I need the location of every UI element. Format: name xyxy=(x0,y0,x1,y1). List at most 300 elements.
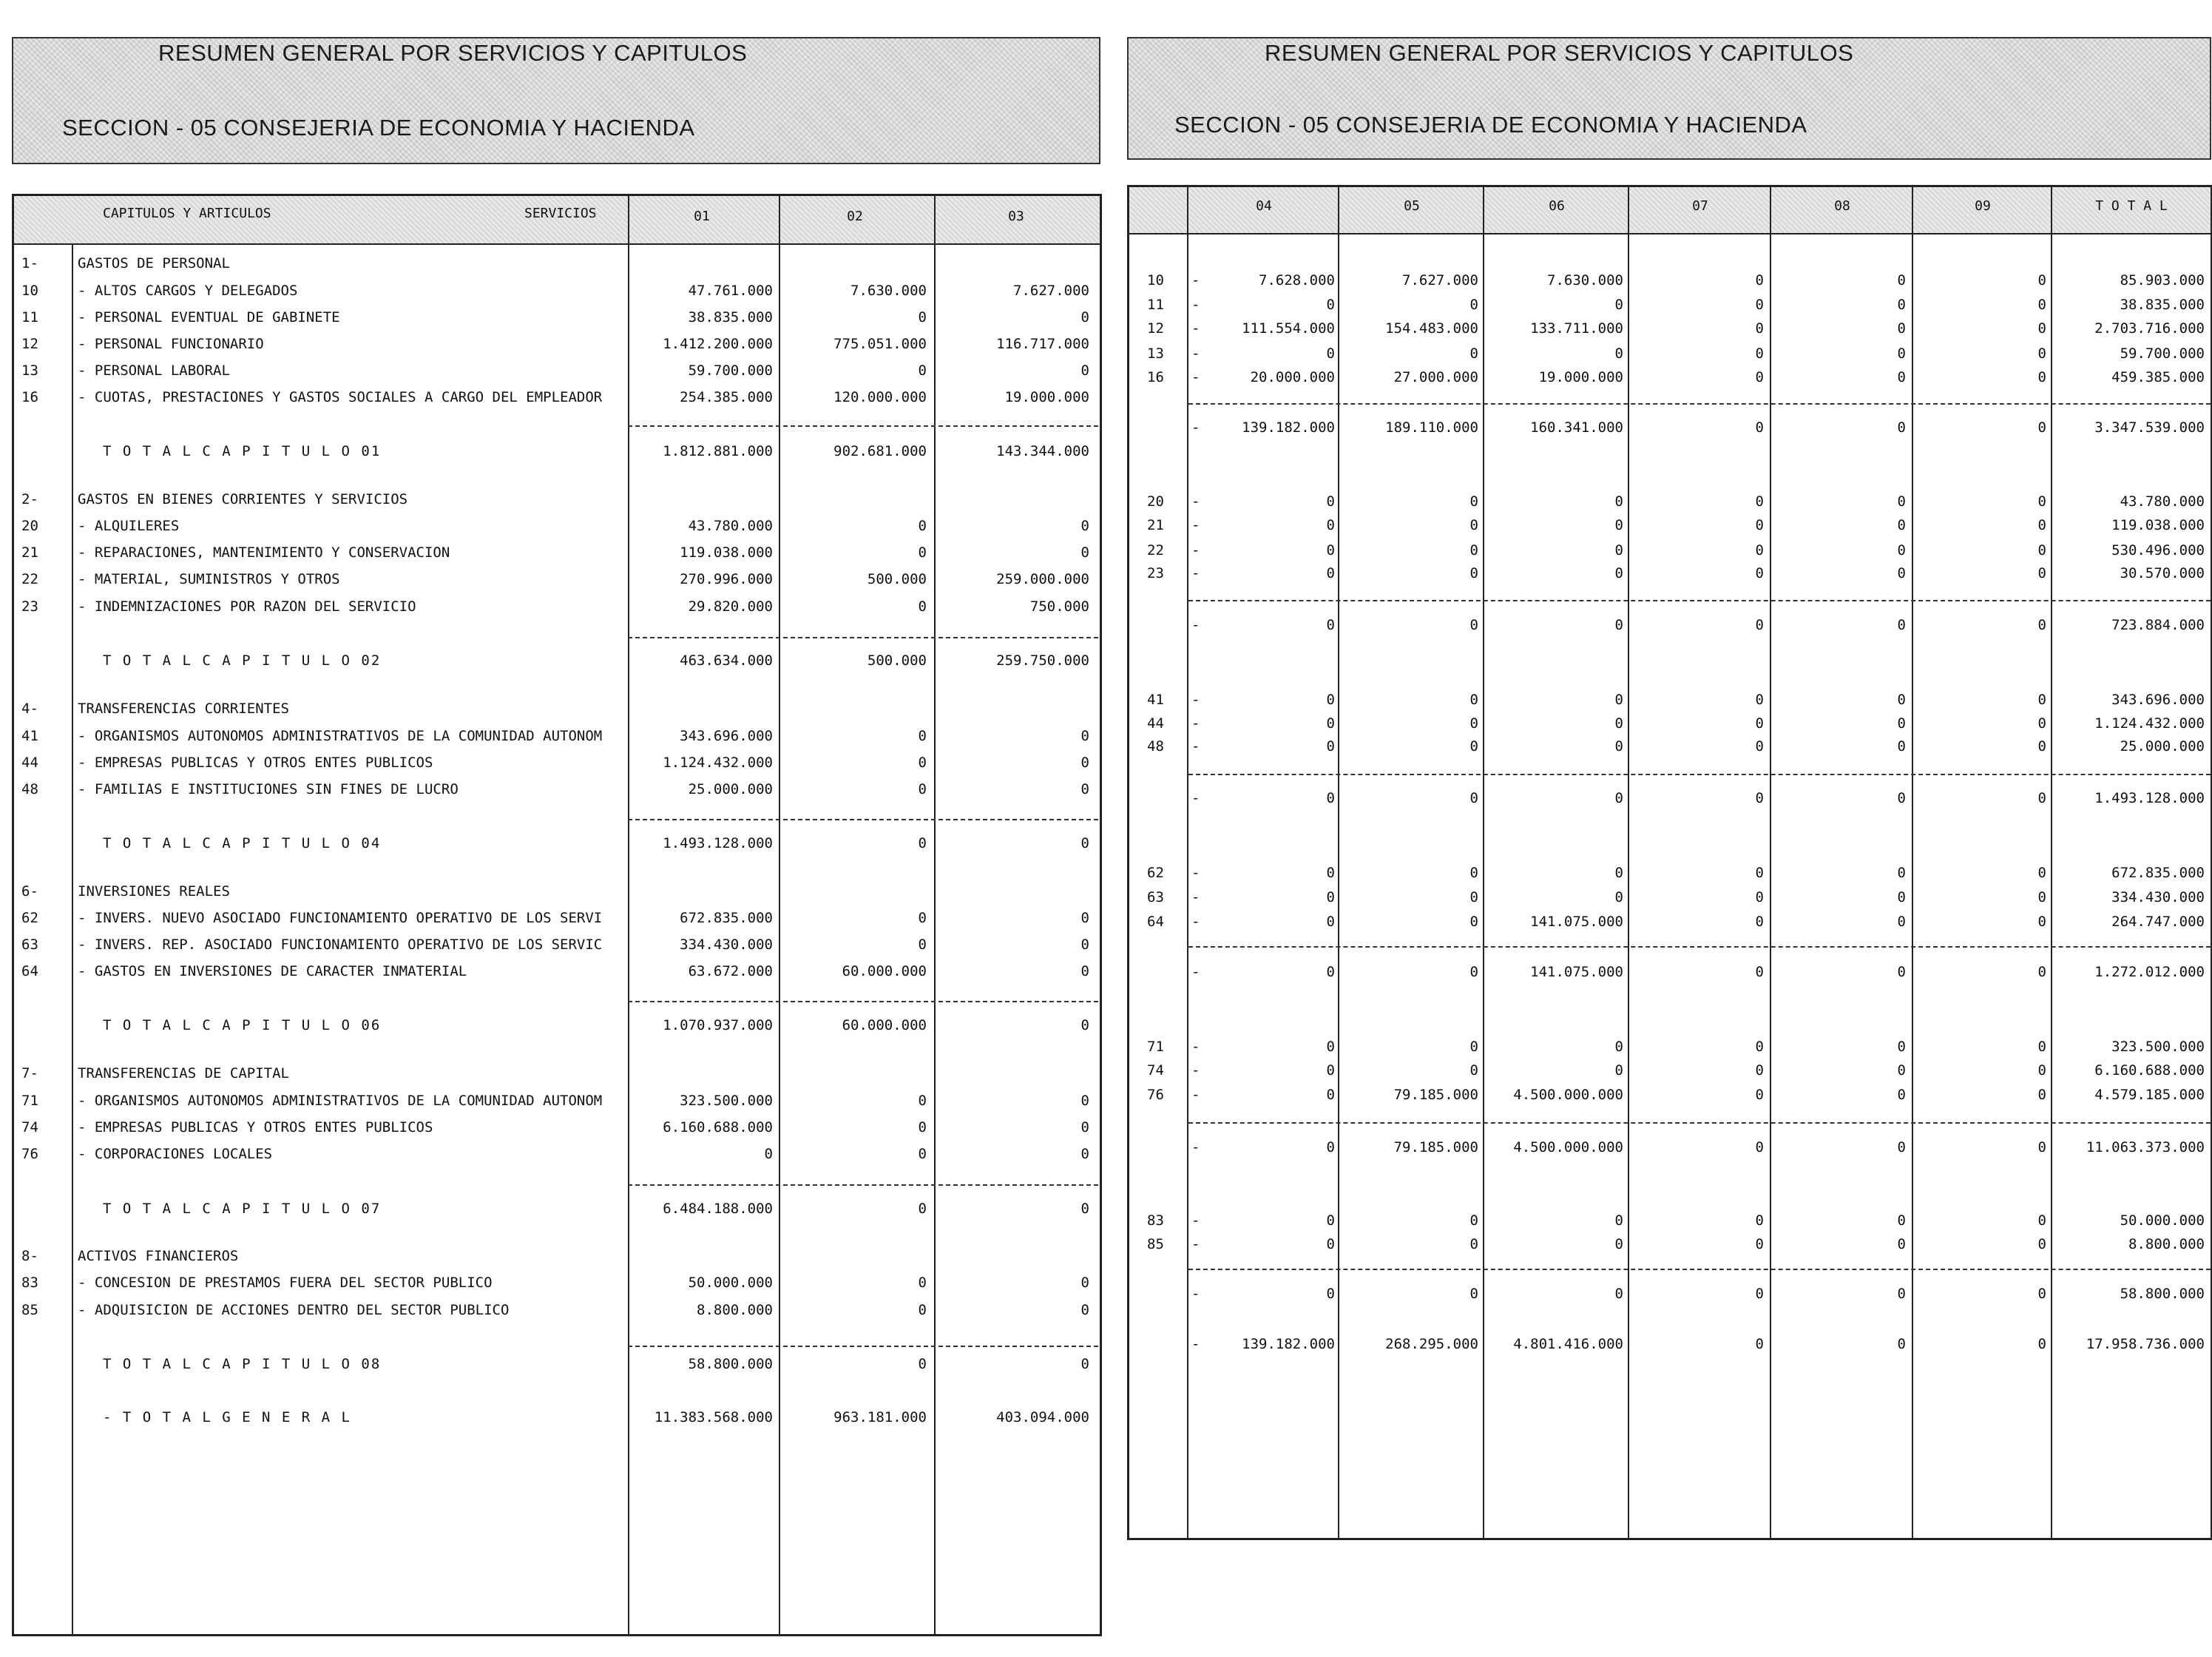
value-09: 0 xyxy=(2037,1336,2046,1352)
value-07: 0 xyxy=(1755,715,1764,732)
row-description: INVERSIONES REALES xyxy=(78,883,230,900)
value-total: 85.903.000 xyxy=(2120,272,2205,288)
row-dash: - xyxy=(1191,345,1200,362)
row-dash: - xyxy=(1191,738,1200,755)
value-02: 0 xyxy=(918,1119,927,1135)
value-08: 0 xyxy=(1897,964,1906,980)
value-01: 270.996.000 xyxy=(680,571,773,587)
value-02: 0 xyxy=(918,755,927,771)
header-col-02: 02 xyxy=(847,209,863,224)
row-code: 76 xyxy=(21,1146,38,1162)
value-04: 7.628.000 xyxy=(1259,272,1335,288)
value-02: 0 xyxy=(918,1275,927,1291)
value-02: 0 xyxy=(918,1356,927,1372)
value-02: 0 xyxy=(918,1093,927,1109)
value-01: 1.812.881.000 xyxy=(663,443,773,459)
value-05: 0 xyxy=(1469,914,1478,930)
row-code: 83 xyxy=(1147,1212,1164,1229)
value-04: 0 xyxy=(1326,1286,1335,1302)
value-04: 0 xyxy=(1326,297,1335,313)
value-02: 0 xyxy=(918,1146,927,1162)
row-dash: - xyxy=(1191,1139,1200,1155)
value-01: 58.800.000 xyxy=(688,1356,773,1372)
row-code: 74 xyxy=(21,1119,38,1135)
value-total: 264.747.000 xyxy=(2111,914,2205,930)
value-01: 334.430.000 xyxy=(680,937,773,953)
value-02: 0 xyxy=(918,1201,927,1217)
value-03: 0 xyxy=(1080,362,1089,379)
value-06: 133.711.000 xyxy=(1530,320,1623,337)
value-08: 0 xyxy=(1897,369,1906,385)
value-08: 0 xyxy=(1897,272,1906,288)
row-code: 83 xyxy=(21,1275,38,1291)
value-07: 0 xyxy=(1755,369,1764,385)
row-code: 4- xyxy=(21,701,38,717)
value-03: 0 xyxy=(1080,755,1089,771)
value-05: 0 xyxy=(1469,1236,1478,1252)
value-02: 60.000.000 xyxy=(842,963,927,979)
value-09: 0 xyxy=(2037,419,2046,436)
row-description: - ORGANISMOS AUTONOMOS ADMINISTRATIVOS DE LA COMUNIDAD AUTONOM xyxy=(78,728,603,744)
value-09: 0 xyxy=(2037,1286,2046,1302)
value-07: 0 xyxy=(1755,692,1764,708)
row-code: 62 xyxy=(1147,865,1164,881)
value-07: 0 xyxy=(1755,1139,1764,1155)
row-description: - INVERS. REP. ASOCIADO FUNCIONAMIENTO OPERATIVO DE LOS SERVIC xyxy=(78,937,603,953)
value-total: 459.385.000 xyxy=(2111,369,2205,385)
value-04: 0 xyxy=(1326,914,1335,930)
value-06: 0 xyxy=(1614,1212,1623,1229)
value-08: 0 xyxy=(1897,790,1906,806)
value-01: 343.696.000 xyxy=(680,728,773,744)
value-01: 47.761.000 xyxy=(688,283,773,299)
value-06: 4.500.000.000 xyxy=(1513,1087,1623,1103)
value-05: 0 xyxy=(1469,345,1478,362)
row-description: - PERSONAL EVENTUAL DE GABINETE xyxy=(78,309,340,325)
value-06: 0 xyxy=(1614,1062,1623,1079)
value-06: 0 xyxy=(1614,1236,1623,1252)
value-04: 0 xyxy=(1326,692,1335,708)
value-05: 0 xyxy=(1469,692,1478,708)
value-03: 0 xyxy=(1080,1201,1089,1217)
value-06: 0 xyxy=(1614,297,1623,313)
row-code: 20 xyxy=(21,518,38,534)
value-total: 43.780.000 xyxy=(2120,493,2205,510)
value-04: 0 xyxy=(1326,865,1335,881)
right-divider-09 xyxy=(2051,187,2052,1538)
value-01: 59.700.000 xyxy=(688,362,773,379)
row-dash: - xyxy=(1191,369,1200,385)
value-01: 1.124.432.000 xyxy=(663,755,773,771)
value-03: 19.000.000 xyxy=(1004,389,1089,405)
row-code: 12 xyxy=(1147,320,1164,337)
value-01: 8.800.000 xyxy=(697,1302,773,1318)
value-04: 111.554.000 xyxy=(1242,320,1335,337)
value-01: 1.070.937.000 xyxy=(663,1017,773,1033)
row-description: ACTIVOS FINANCIEROS xyxy=(78,1248,239,1264)
value-06: 0 xyxy=(1614,790,1623,806)
row-code: 16 xyxy=(1147,369,1164,385)
right-divider-04 xyxy=(1338,187,1339,1538)
row-code: 1- xyxy=(21,255,38,271)
value-total: 1.272.012.000 xyxy=(2094,964,2205,980)
value-07: 0 xyxy=(1755,1062,1764,1079)
value-09: 0 xyxy=(2037,297,2046,313)
subtotal-dashed-rule xyxy=(628,819,1098,820)
value-07: 0 xyxy=(1755,914,1764,930)
value-09: 0 xyxy=(2037,738,2046,755)
value-08: 0 xyxy=(1897,565,1906,581)
value-01: 11.383.568.000 xyxy=(654,1409,773,1425)
value-03: 259.750.000 xyxy=(996,652,1089,669)
value-03: 0 xyxy=(1080,1017,1089,1033)
value-09: 0 xyxy=(2037,565,2046,581)
value-04: 139.182.000 xyxy=(1242,1336,1335,1352)
value-07: 0 xyxy=(1755,889,1764,905)
value-06: 7.630.000 xyxy=(1547,272,1623,288)
total-label: T O T A L C A P I T U L O 07 xyxy=(103,1201,382,1217)
value-04: 0 xyxy=(1326,1236,1335,1252)
value-09: 0 xyxy=(2037,914,2046,930)
row-description: - MATERIAL, SUMINISTROS Y OTROS xyxy=(78,571,340,587)
left-divider-code xyxy=(72,243,73,1634)
value-08: 0 xyxy=(1897,493,1906,510)
value-total: 323.500.000 xyxy=(2111,1039,2205,1055)
row-description: - FAMILIAS E INSTITUCIONES SIN FINES DE LUCRO xyxy=(78,781,459,797)
value-01: 38.835.000 xyxy=(688,309,773,325)
row-dash: - xyxy=(1191,1087,1200,1103)
value-08: 0 xyxy=(1897,419,1906,436)
value-total: 723.884.000 xyxy=(2111,617,2205,633)
row-dash: - xyxy=(1191,1236,1200,1252)
value-03: 116.717.000 xyxy=(996,336,1089,352)
value-03: 0 xyxy=(1080,937,1089,953)
value-05: 0 xyxy=(1469,1062,1478,1079)
row-description: - ALTOS CARGOS Y DELEGADOS xyxy=(78,283,298,299)
value-09: 0 xyxy=(2037,692,2046,708)
value-04: 0 xyxy=(1326,493,1335,510)
value-total: 30.570.000 xyxy=(2120,565,2205,581)
value-08: 0 xyxy=(1897,1336,1906,1352)
value-06: 4.500.000.000 xyxy=(1513,1139,1623,1155)
value-08: 0 xyxy=(1897,517,1906,533)
value-03: 0 xyxy=(1080,309,1089,325)
right-table-header xyxy=(1129,187,2211,234)
row-code: 10 xyxy=(1147,272,1164,288)
value-07: 0 xyxy=(1755,1236,1764,1252)
value-02: 120.000.000 xyxy=(833,389,927,405)
row-dash: - xyxy=(1191,542,1200,558)
value-08: 0 xyxy=(1897,1062,1906,1079)
value-03: 7.627.000 xyxy=(1013,283,1089,299)
row-dash: - xyxy=(1191,692,1200,708)
value-04: 0 xyxy=(1326,617,1335,633)
value-02: 902.681.000 xyxy=(833,443,927,459)
value-07: 0 xyxy=(1755,517,1764,533)
value-05: 189.110.000 xyxy=(1385,419,1478,436)
subtotal-dashed-rule xyxy=(628,1184,1098,1186)
value-04: 0 xyxy=(1326,542,1335,558)
row-code: 85 xyxy=(21,1302,38,1318)
value-08: 0 xyxy=(1897,1236,1906,1252)
value-06: 0 xyxy=(1614,493,1623,510)
row-dash: - xyxy=(1191,914,1200,930)
value-07: 0 xyxy=(1755,1336,1764,1352)
value-05: 0 xyxy=(1469,493,1478,510)
row-code: 12 xyxy=(21,336,38,352)
value-07: 0 xyxy=(1755,865,1764,881)
row-code: 8- xyxy=(21,1248,38,1264)
value-02: 7.630.000 xyxy=(850,283,927,299)
row-description: - INDEMNIZACIONES POR RAZON DEL SERVICIO xyxy=(78,598,416,615)
value-04: 0 xyxy=(1326,738,1335,755)
value-06: 0 xyxy=(1614,617,1623,633)
subtotal-dashed-rule xyxy=(628,1346,1098,1347)
row-dash: - xyxy=(1191,865,1200,881)
value-01: 254.385.000 xyxy=(680,389,773,405)
row-code: 7- xyxy=(21,1065,38,1081)
value-06: 0 xyxy=(1614,345,1623,362)
row-code: 62 xyxy=(21,910,38,926)
row-dash: - xyxy=(1191,790,1200,806)
value-02: 500.000 xyxy=(867,571,927,587)
value-06: 0 xyxy=(1614,889,1623,905)
value-03: 0 xyxy=(1080,781,1089,797)
value-total: 38.835.000 xyxy=(2120,297,2205,313)
header-col-05: 05 xyxy=(1404,198,1420,214)
total-label: T O T A L C A P I T U L O 01 xyxy=(103,443,382,459)
row-dash: - xyxy=(1191,1062,1200,1079)
subtotal-dashed-rule xyxy=(628,1001,1098,1002)
value-02: 0 xyxy=(918,309,927,325)
value-total: 8.800.000 xyxy=(2128,1236,2205,1252)
row-description: - EMPRESAS PUBLICAS Y OTROS ENTES PUBLICOS xyxy=(78,1119,433,1135)
value-03: 0 xyxy=(1080,835,1089,851)
value-04: 0 xyxy=(1326,790,1335,806)
value-05: 0 xyxy=(1469,1039,1478,1055)
value-09: 0 xyxy=(2037,617,2046,633)
value-total: 4.579.185.000 xyxy=(2094,1087,2205,1103)
header-col-03: 03 xyxy=(1008,209,1024,224)
header-col-01: 01 xyxy=(694,209,710,224)
value-06: 160.341.000 xyxy=(1530,419,1623,436)
left-section-title: SECCION - 05 CONSEJERIA DE ECONOMIA Y HACIENDA xyxy=(62,115,695,141)
row-dash: - xyxy=(1191,1336,1200,1352)
row-code: 41 xyxy=(1147,692,1164,708)
total-label: T O T A L C A P I T U L O 04 xyxy=(103,835,382,851)
value-total: 334.430.000 xyxy=(2111,889,2205,905)
value-02: 0 xyxy=(918,362,927,379)
value-03: 0 xyxy=(1080,544,1089,561)
subtotal-dashed-rule xyxy=(1188,600,2211,601)
value-05: 0 xyxy=(1469,1212,1478,1229)
row-code: 48 xyxy=(21,781,38,797)
value-06: 0 xyxy=(1614,565,1623,581)
value-07: 0 xyxy=(1755,320,1764,337)
row-code: 6- xyxy=(21,883,38,900)
value-03: 0 xyxy=(1080,1093,1089,1109)
value-05: 0 xyxy=(1469,517,1478,533)
subtotal-dashed-rule xyxy=(628,637,1098,638)
header-col-06: 06 xyxy=(1549,198,1565,214)
value-08: 0 xyxy=(1897,1139,1906,1155)
value-08: 0 xyxy=(1897,1087,1906,1103)
value-07: 0 xyxy=(1755,738,1764,755)
value-05: 0 xyxy=(1469,542,1478,558)
value-03: 259.000.000 xyxy=(996,571,1089,587)
row-description: - ORGANISMOS AUTONOMOS ADMINISTRATIVOS DE LA COMUNIDAD AUTONOM xyxy=(78,1093,603,1109)
row-dash: - xyxy=(1191,964,1200,980)
value-total: 672.835.000 xyxy=(2111,865,2205,881)
right-table xyxy=(1127,185,2212,1540)
value-08: 0 xyxy=(1897,617,1906,633)
header-col-total: T O T A L xyxy=(2095,198,2168,214)
value-04: 20.000.000 xyxy=(1250,369,1335,385)
value-04: 0 xyxy=(1326,889,1335,905)
value-02: 0 xyxy=(918,937,927,953)
value-09: 0 xyxy=(2037,865,2046,881)
value-03: 0 xyxy=(1080,728,1089,744)
value-05: 7.627.000 xyxy=(1402,272,1478,288)
value-07: 0 xyxy=(1755,790,1764,806)
value-02: 0 xyxy=(918,781,927,797)
value-01: 29.820.000 xyxy=(688,598,773,615)
value-02: 0 xyxy=(918,544,927,561)
row-code: 71 xyxy=(1147,1039,1164,1055)
value-06: 4.801.416.000 xyxy=(1513,1336,1623,1352)
value-total: 17.958.736.000 xyxy=(2086,1336,2205,1352)
value-01: 50.000.000 xyxy=(688,1275,773,1291)
value-07: 0 xyxy=(1755,1212,1764,1229)
row-description: - REPARACIONES, MANTENIMIENTO Y CONSERVACION xyxy=(78,544,450,561)
total-label: T O T A L C A P I T U L O 02 xyxy=(103,652,382,669)
value-06: 141.075.000 xyxy=(1530,964,1623,980)
left-table xyxy=(12,194,1102,1636)
row-code: 63 xyxy=(21,937,38,953)
header-col-09: 09 xyxy=(1975,198,1991,214)
value-08: 0 xyxy=(1897,914,1906,930)
header-col-07: 07 xyxy=(1692,198,1708,214)
value-06: 0 xyxy=(1614,1286,1623,1302)
row-code: 22 xyxy=(21,571,38,587)
row-dash: - xyxy=(1191,517,1200,533)
value-05: 154.483.000 xyxy=(1385,320,1478,337)
value-02: 0 xyxy=(918,518,927,534)
value-08: 0 xyxy=(1897,692,1906,708)
value-07: 0 xyxy=(1755,1087,1764,1103)
row-dash: - xyxy=(1191,1286,1200,1302)
row-description: TRANSFERENCIAS CORRIENTES xyxy=(78,701,289,717)
value-07: 0 xyxy=(1755,1039,1764,1055)
value-01: 1.493.128.000 xyxy=(663,835,773,851)
value-09: 0 xyxy=(2037,1039,2046,1055)
value-06: 0 xyxy=(1614,692,1623,708)
value-05: 0 xyxy=(1469,790,1478,806)
value-09: 0 xyxy=(2037,345,2046,362)
value-08: 0 xyxy=(1897,320,1906,337)
row-description: - ALQUILERES xyxy=(78,518,180,534)
value-03: 750.000 xyxy=(1029,598,1089,615)
value-05: 0 xyxy=(1469,889,1478,905)
value-09: 0 xyxy=(2037,1062,2046,1079)
value-04: 0 xyxy=(1326,345,1335,362)
row-dash: - xyxy=(1191,272,1200,288)
value-05: 27.000.000 xyxy=(1393,369,1478,385)
value-07: 0 xyxy=(1755,964,1764,980)
value-04: 0 xyxy=(1326,517,1335,533)
row-code: 10 xyxy=(21,283,38,299)
value-05: 0 xyxy=(1469,865,1478,881)
row-code: 85 xyxy=(1147,1236,1164,1252)
row-description: - EMPRESAS PUBLICAS Y OTROS ENTES PUBLICOS xyxy=(78,755,433,771)
row-description: - PERSONAL LABORAL xyxy=(78,362,230,379)
value-09: 0 xyxy=(2037,542,2046,558)
value-09: 0 xyxy=(2037,1212,2046,1229)
value-02: 0 xyxy=(918,598,927,615)
row-dash: - xyxy=(1191,1212,1200,1229)
value-02: 500.000 xyxy=(867,652,927,669)
value-06: 141.075.000 xyxy=(1530,914,1623,930)
value-09: 0 xyxy=(2037,369,2046,385)
value-01: 323.500.000 xyxy=(680,1093,773,1109)
subtotal-dashed-rule xyxy=(1188,403,2211,405)
right-section-title: SECCION - 05 CONSEJERIA DE ECONOMIA Y HACIENDA xyxy=(1174,112,1807,138)
value-02: 0 xyxy=(918,835,927,851)
value-03: 0 xyxy=(1080,1275,1089,1291)
header-servicios: SERVICIOS xyxy=(524,206,597,221)
row-code: 44 xyxy=(21,755,38,771)
subtotal-dashed-rule xyxy=(1188,774,2211,775)
right-report-title: RESUMEN GENERAL POR SERVICIOS Y CAPITULOS xyxy=(1265,40,1854,66)
value-total: 343.696.000 xyxy=(2111,692,2205,708)
value-total: 1.124.432.000 xyxy=(2094,715,2205,732)
value-04: 0 xyxy=(1326,964,1335,980)
value-05: 0 xyxy=(1469,1286,1478,1302)
value-09: 0 xyxy=(2037,1236,2046,1252)
row-code: 23 xyxy=(1147,565,1164,581)
value-01: 43.780.000 xyxy=(688,518,773,534)
value-01: 0 xyxy=(764,1146,773,1162)
value-06: 0 xyxy=(1614,865,1623,881)
row-dash: - xyxy=(1191,889,1200,905)
value-06: 19.000.000 xyxy=(1538,369,1623,385)
value-total: 1.493.128.000 xyxy=(2094,790,2205,806)
value-08: 0 xyxy=(1897,715,1906,732)
row-code: 76 xyxy=(1147,1087,1164,1103)
value-09: 0 xyxy=(2037,493,2046,510)
row-code: 13 xyxy=(1147,345,1164,362)
value-04: 0 xyxy=(1326,565,1335,581)
value-07: 0 xyxy=(1755,542,1764,558)
value-05: 0 xyxy=(1469,565,1478,581)
value-09: 0 xyxy=(2037,790,2046,806)
value-07: 0 xyxy=(1755,297,1764,313)
right-divider-code xyxy=(1187,187,1188,1538)
value-03: 0 xyxy=(1080,1356,1089,1372)
left-report-header xyxy=(12,37,1100,164)
row-code: 21 xyxy=(1147,517,1164,533)
value-04: 0 xyxy=(1326,715,1335,732)
value-03: 0 xyxy=(1080,1146,1089,1162)
value-09: 0 xyxy=(2037,715,2046,732)
value-total: 25.000.000 xyxy=(2120,738,2205,755)
value-total: 119.038.000 xyxy=(2111,517,2205,533)
value-05: 0 xyxy=(1469,617,1478,633)
value-09: 0 xyxy=(2037,1087,2046,1103)
value-total: 11.063.373.000 xyxy=(2086,1139,2205,1155)
value-06: 0 xyxy=(1614,542,1623,558)
value-05: 79.185.000 xyxy=(1393,1087,1478,1103)
